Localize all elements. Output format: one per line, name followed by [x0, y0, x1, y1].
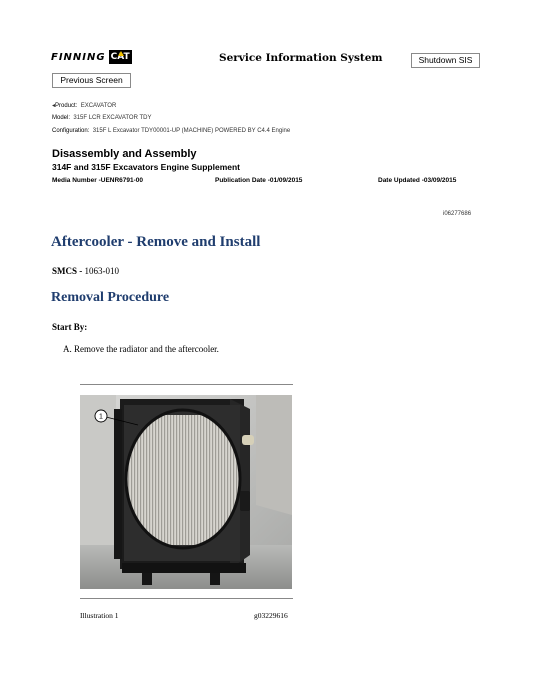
model-line [52, 115, 152, 121]
configuration-label: Configuration: [52, 128, 90, 134]
step-a: A. Remove the radiator and the aftercooler. [63, 344, 219, 354]
illustration-bottom-rule [80, 598, 293, 599]
publication-date: Publication Date -01/09/2015 [215, 177, 303, 184]
finning-cat-logo [51, 50, 132, 64]
configuration-line [52, 128, 290, 134]
document-subheading: 314F and 315F Excavators Engine Supplement [52, 162, 241, 172]
configuration-value: 315F L Excavator TDY00001-UP (MACHINE) POWERED BY C4.4 Engine [92, 128, 291, 134]
product-value: EXCAVATOR [80, 103, 117, 109]
model-value: 315F LCR EXCAVATOR TDY [73, 115, 152, 121]
page-title: Aftercooler - Remove and Install [51, 234, 261, 250]
document-heading: Disassembly and Assembly [52, 148, 197, 160]
date-updated: Date Updated -03/09/2015 [378, 177, 457, 184]
product-line [52, 102, 116, 109]
radiator-aftercooler-photo [80, 395, 292, 589]
media-number: Media Number -UENR6791-00 [52, 177, 144, 184]
system-title: Service Information System [219, 52, 383, 64]
product-label: Product: [55, 103, 78, 109]
document-id: i06277686 [443, 211, 472, 217]
back-arrow-icon[interactable]: ◂ [52, 103, 56, 109]
shutdown-sis-button[interactable]: Shutdown SIS [411, 53, 480, 68]
previous-screen-button[interactable]: Previous Screen [52, 73, 131, 88]
procedure-title: Removal Procedure [51, 290, 170, 305]
illustration-id: g03229616 [254, 611, 288, 620]
illustration-top-rule [80, 384, 293, 385]
smcs-value: 1063-010 [84, 266, 120, 276]
start-by-label: Start By: [52, 322, 88, 332]
cat-logo-badge: CAT [110, 52, 130, 62]
finning-logo-text: FINNING [51, 51, 106, 63]
illustration-label: Illustration 1 [80, 611, 119, 620]
smcs-code [52, 266, 119, 276]
smcs-label: SMCS - [52, 266, 85, 276]
callout-number-1: 1 [99, 413, 103, 421]
model-label: Model: [52, 115, 71, 121]
